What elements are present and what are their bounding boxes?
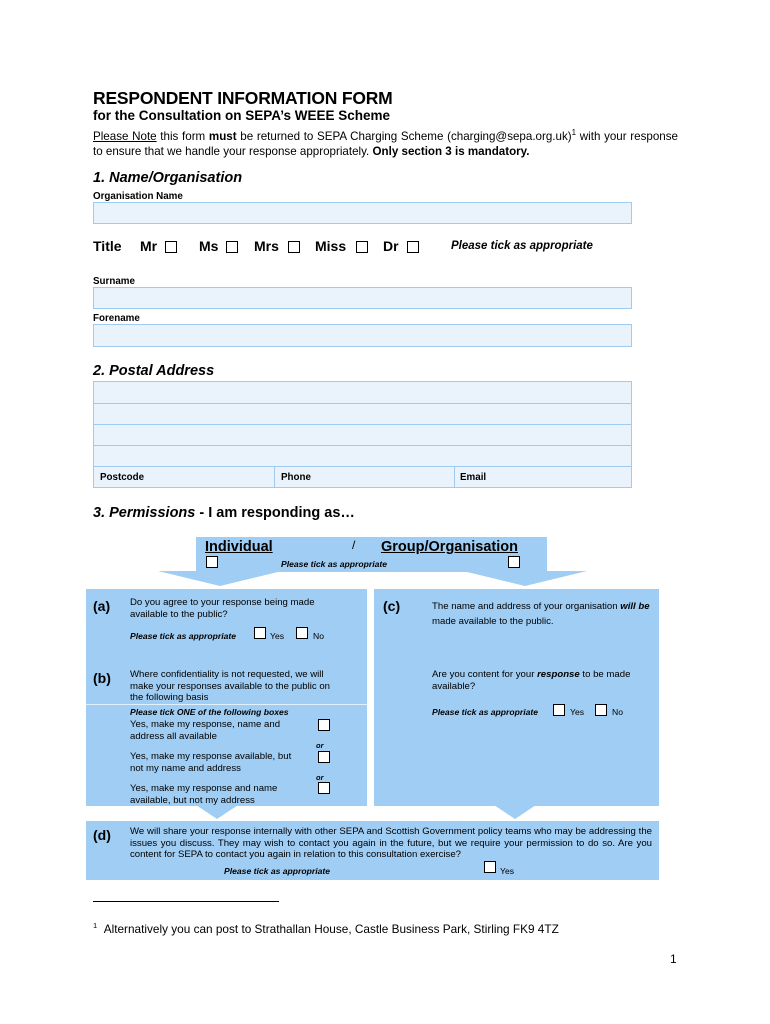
footnote: $^1$ Alternatively you can post to Strathallan House, Castle Business Park, Stirling FK9 4TZ bbox=[93, 921, 559, 936]
footnote-ref[interactable]: 1 bbox=[571, 128, 577, 137]
org-name-field[interactable] bbox=[93, 202, 632, 224]
option-b1-checkbox[interactable] bbox=[318, 719, 330, 731]
left-arrow-shape bbox=[158, 571, 282, 586]
phone-field[interactable]: Phone bbox=[275, 467, 455, 487]
question-a-text: Do you agree to your response being made available to the public? bbox=[130, 597, 315, 620]
down-arrows bbox=[158, 571, 588, 588]
forename-label: Forename bbox=[93, 313, 140, 324]
left-arrow-d-shape bbox=[196, 805, 238, 819]
option-b1-text: Yes, make my response, name and address all available bbox=[130, 719, 281, 742]
section2-heading: 2. Postal Address bbox=[93, 363, 215, 379]
footnote-divider bbox=[93, 901, 279, 902]
address-line-1[interactable] bbox=[94, 382, 631, 404]
postcode-field[interactable]: Postcode bbox=[94, 467, 275, 487]
letter-c: (c) bbox=[383, 598, 401, 614]
title-dr-checkbox[interactable] bbox=[407, 241, 419, 253]
question-c-text: The name and address of your organisation will be made available to the public. bbox=[432, 601, 650, 627]
letter-b: (b) bbox=[93, 670, 111, 686]
question-d-yes-checkbox[interactable] bbox=[484, 861, 496, 873]
surname-field[interactable] bbox=[93, 287, 632, 309]
postal-address-block bbox=[93, 381, 632, 488]
email-field[interactable]: Email bbox=[460, 472, 487, 483]
question-c-yes-checkbox[interactable] bbox=[553, 704, 565, 716]
title-tick-note: Please tick as appropriate bbox=[451, 240, 593, 252]
page-number: 1 bbox=[670, 952, 677, 966]
option-b2-text: Yes, make my response available, but not my name and address bbox=[130, 751, 292, 774]
title-label: Title bbox=[93, 238, 122, 254]
question-a-yes-checkbox[interactable] bbox=[254, 627, 266, 639]
title-row: Title Mr Ms Mrs Miss Dr Please tick as appropriate bbox=[93, 238, 593, 254]
individual-checkbox[interactable] bbox=[206, 556, 218, 568]
group-checkbox[interactable] bbox=[508, 556, 520, 568]
question-d-tick-note: Please tick as appropriate bbox=[224, 866, 331, 876]
title-ms-checkbox[interactable] bbox=[226, 241, 238, 253]
option-b3-text: Yes, make my response and name available, but not my address bbox=[130, 783, 278, 806]
forename-field[interactable] bbox=[93, 324, 632, 347]
question-d-text: We will share your response internally with other SEPA and Scottish Government policy teams who may be addressing the issues you discuss. They may wish to contact you again in the future, but we require your permission to do so. Are you content for SEPA to contact you again in relation to this consultation exercise? bbox=[130, 826, 652, 860]
form-subtitle: for the Consultation on SEPA’s WEEE Scheme bbox=[93, 108, 391, 123]
option-b2-checkbox[interactable] bbox=[318, 751, 330, 763]
section3-heading: 3. Permissions - I am responding as… bbox=[93, 505, 355, 521]
question-a-no-checkbox[interactable] bbox=[296, 627, 308, 639]
title-miss-checkbox[interactable] bbox=[356, 241, 368, 253]
right-arrow-shape bbox=[463, 571, 587, 586]
option-b3-checkbox[interactable] bbox=[318, 782, 330, 794]
note-label: Please Note bbox=[93, 129, 157, 143]
address-line-4[interactable] bbox=[94, 446, 631, 467]
title-mrs-checkbox[interactable] bbox=[288, 241, 300, 253]
question-c2-text: Are you content for your response to be made available? bbox=[432, 669, 631, 692]
right-arrow-d-shape bbox=[494, 805, 536, 819]
question-c-no-checkbox[interactable] bbox=[595, 704, 607, 716]
down-arrows-d bbox=[196, 805, 536, 821]
title-mr-checkbox[interactable] bbox=[165, 241, 177, 253]
individual-label: Individual bbox=[205, 539, 273, 555]
respondent-type-tick-note: Please tick as appropriate bbox=[281, 559, 388, 569]
section1-heading: 1. Name/Organisation bbox=[93, 170, 243, 186]
group-label: Group/Organisation bbox=[381, 539, 518, 555]
question-b-tick-note: Please tick ONE of the following boxes bbox=[130, 707, 289, 717]
question-c-tick-note: Please tick as appropriate bbox=[432, 707, 539, 717]
form-title: RESPONDENT INFORMATION FORM bbox=[93, 88, 393, 108]
question-a-tick-note: Please tick as appropriate bbox=[130, 631, 237, 641]
letter-a: (a) bbox=[93, 598, 111, 614]
question-b-text: Where confidentiality is not requested, we will make your responses available to the public on the following basis bbox=[130, 669, 330, 703]
address-line-3[interactable] bbox=[94, 425, 631, 446]
intro-note: Please Note this form must be returned to SEPA Charging Scheme (charging@sepa.org.uk)$^1$ with your response to ensure that we handle your response appropriately. Only section 3 is mandatory. bbox=[93, 128, 678, 159]
surname-label: Surname bbox=[93, 276, 135, 287]
address-line-2[interactable] bbox=[94, 404, 631, 425]
letter-d: (d) bbox=[93, 827, 111, 843]
org-name-label: Organisation Name bbox=[93, 191, 183, 202]
